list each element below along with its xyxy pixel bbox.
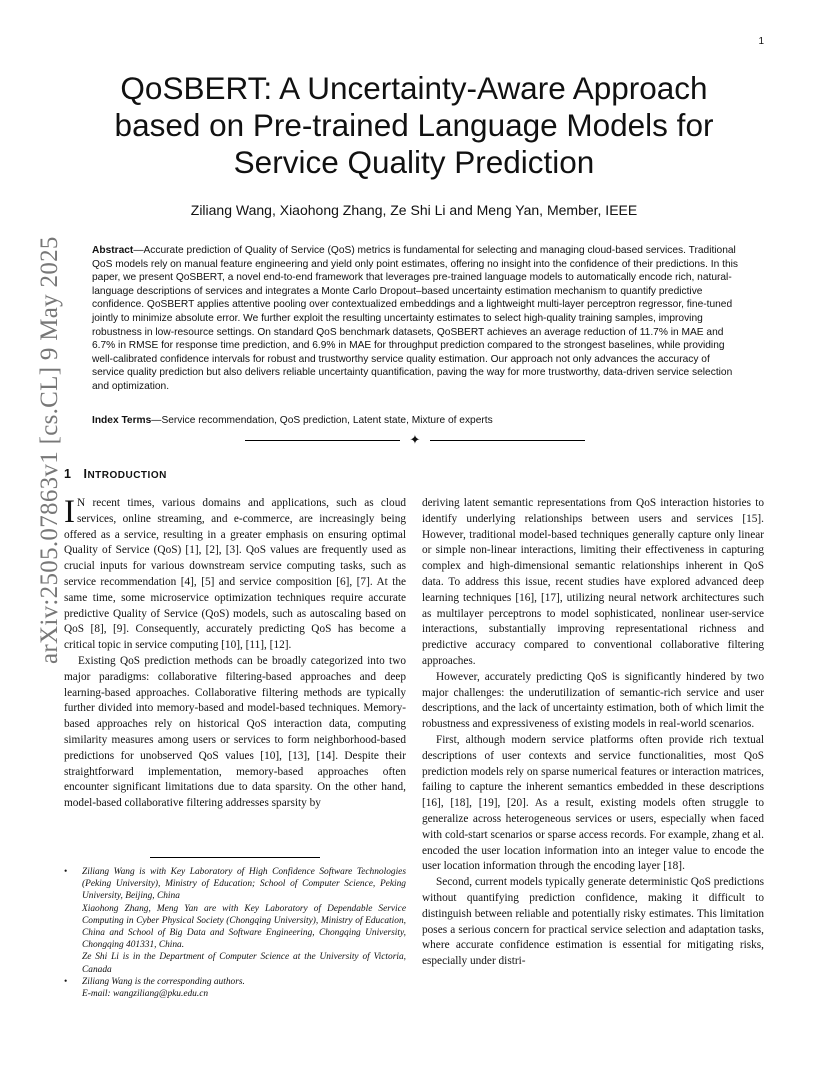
- paper-title: [64, 70, 764, 181]
- page-number: 1: [758, 36, 764, 47]
- title-line: QoSBERT: A Uncertainty-Aware Approach: [120, 70, 708, 106]
- abstract-text: —Accurate prediction of Quality of Service (QoS) metrics is fundamental for selecting and managing cloud-based services. Traditional QoS models rely on manual feature engineering and yield only point estimates, offering no insight into the confidence of their predictions. In this paper, we present QoSBERT, a novel end-to-end framework that leverages pre-trained language models to automatically encode rich, natural-language descriptions of services and integrates a Monte Carlo Dropout–based uncertainty estimation mechanism to quantify predictive confidence. QoSBERT applies attentive pooling over contextualized embeddings and a lightweight multi-layer perceptron regressor, fine-tuned jointly to minimize absolute error. We further exploit the resulting uncertainty estimates to select high-quality training samples, improving robustness in low-resource settings. On standard QoS benchmark datasets, QoSBERT achieves an average reduction of 11.7% in MAE and 6.7% in RMSE for response time prediction, and 6.9% in MAE for throughput prediction compared to the strongest baselines, while providing well-calibrated confidence intervals for robust and trustworthy service quality estimation. Our approach not only advances the accuracy of service quality prediction but also delivers reliable uncertainty quantification, paving the way for more trustworthy, data-driven service selection and optimization.: [92, 245, 738, 392]
- paragraph: [64, 496, 406, 654]
- footnote-line: E-mail: wangziliang@pku.edu.cn: [82, 989, 209, 1000]
- footnote-item: [64, 866, 406, 976]
- footnotes: [64, 866, 406, 1000]
- paragraph: Existing QoS prediction methods can be broadly categorized into two major paradigms: collaborative filtering-based approaches and deep learning-based approaches. Collaborative filtering methods are typically further divided into memory-based and model-based techniques. Memory-based approaches rely on historical QoS interaction data, computing similarity measures among users or services to form neighborhood-based predictions for unobserved QoS values [10], [13], [14]. Despite their straightforward implementation, memory-based approaches often encounter significant limitations due to data sparsity. On the other hand, model-based collaborative filtering addresses sparsity by: [64, 654, 406, 810]
- separator-line-left: [245, 440, 400, 441]
- section-initial: I: [83, 467, 88, 481]
- section-number: 1: [64, 467, 72, 481]
- section-separator: [245, 432, 585, 448]
- paragraph: First, although modern service platforms often provide rich textual descriptions of user contexts and service functionalities, most QoS prediction models rely on sparse numerical features or interaction matrices, failing to capture the inherent semantics embedded in these descriptions [16], [18], [19], [20]. As a result, existing models often struggle to generalize across heterogeneous services or users, especially when faced with cold-start scenarios or sparse access records. For example, zhang et al. encoded the user location information into an integer value to encode the user location information through the encoding layer [18].: [422, 733, 764, 873]
- index-terms-text: —Service recommendation, QoS prediction, Latent state, Mixture of experts: [151, 415, 493, 426]
- footnote-line: Ze Shi Li is in the Department of Computer Science at the University of Victoria, Canada: [82, 952, 406, 975]
- footnote-line: Xiaohong Zhang, Meng Yan are with Key Laboratory of Dependable Service Computing in Cyber Physical Society (Chongqing University), Ministry of Education, China and School of Big Data and Software Engineering, Chongqing University, Chongqing 401331, China.: [82, 903, 406, 951]
- section-title-rest: NTRODUCTION: [87, 470, 167, 481]
- paragraph: Second, current models typically generate deterministic QoS predictions without quantifying prediction confidence, making it difficult to distinguish between reliable and potentially risky estimates. This limitation poses a serious concern for practical service selection and adaptation tasks, where accurate confidence estimation is essential for mitigating risks, especially under distri-: [422, 876, 764, 968]
- footnote-item: [64, 976, 406, 1000]
- index-terms-label: Index Terms: [92, 415, 152, 426]
- paragraph: However, accurately predicting QoS is significantly hindered by two major challenges: the underutilization of semantic-rich service and user descriptions, and the lack of uncertainty estimation, both of which limit the robustness and expressiveness of existing models in real-world scenarios.: [422, 670, 764, 731]
- index-terms: [92, 414, 742, 428]
- paragraph: deriving latent semantic representations from QoS interaction histories to identify underlying relationships between users and services [15]. However, traditional model-based techniques generally capture only linear or simple non-linear interactions, limiting their effectiveness in capturing complex and high-dimensional semantic relationships inherent in QoS data. To address this issue, recent studies have explored advanced deep learning techniques [16], [17], utilizing neural network architectures such as multilayer perceptrons to model sophisticated, nonlinear user-service interactions, substantially improving representational richness and predictive accuracy compared to conventional collaborative filtering approaches.: [422, 497, 764, 667]
- bullet-icon: •: [64, 867, 68, 877]
- separator-line-right: [430, 440, 585, 441]
- title-line: based on Pre-trained Language Models for: [114, 107, 714, 143]
- abstract-label: Abstract: [92, 245, 134, 256]
- section-heading: [64, 467, 167, 481]
- paragraph-text: recent times, various domains and applications, such as cloud services, online streaming, and e-commerce, are increasingly being offered as a service, resulting in a greater emphasis on ensuring optimal Quality of Service (QoS) [1], [2], [3]. QoS values are frequently used as crucial inputs for various downstream service computing tasks, such as service recommendation [4], [5] and service composition [6], [7]. At the same time, some microservice optimization techniques require accurate predictive Quality of Service (QoS) models, such as autoscaling based on QoS [8], [9]. Consequently, accurately predicting QoS has become a critical topic in service computing [10], [11], [12].: [64, 497, 406, 652]
- arxiv-stamp: arXiv:2505.07863v1 [cs.CL] 9 May 2025: [36, 236, 63, 664]
- dropcap-continuation: N: [77, 497, 86, 509]
- separator-star-icon: ✦: [409, 432, 421, 447]
- right-column: [422, 496, 764, 970]
- footnote-rule: [150, 857, 320, 858]
- footnote-line: Ziliang Wang is with Key Laboratory of High Confidence Software Technologies (Peking University), Ministry of Education; School of Computer Science, Peking University, Beijing, China: [82, 867, 406, 902]
- footnote-line: Ziliang Wang is the corresponding authors.: [82, 976, 245, 987]
- drop-cap: I: [64, 494, 75, 530]
- left-column: [64, 496, 406, 812]
- bullet-icon: •: [64, 976, 68, 987]
- author-list: Ziliang Wang, Xiaohong Zhang, Ze Shi Li and Meng Yan, Member, IEEE: [190, 202, 638, 218]
- title-line: Service Quality Prediction: [233, 144, 595, 180]
- abstract: [92, 244, 742, 394]
